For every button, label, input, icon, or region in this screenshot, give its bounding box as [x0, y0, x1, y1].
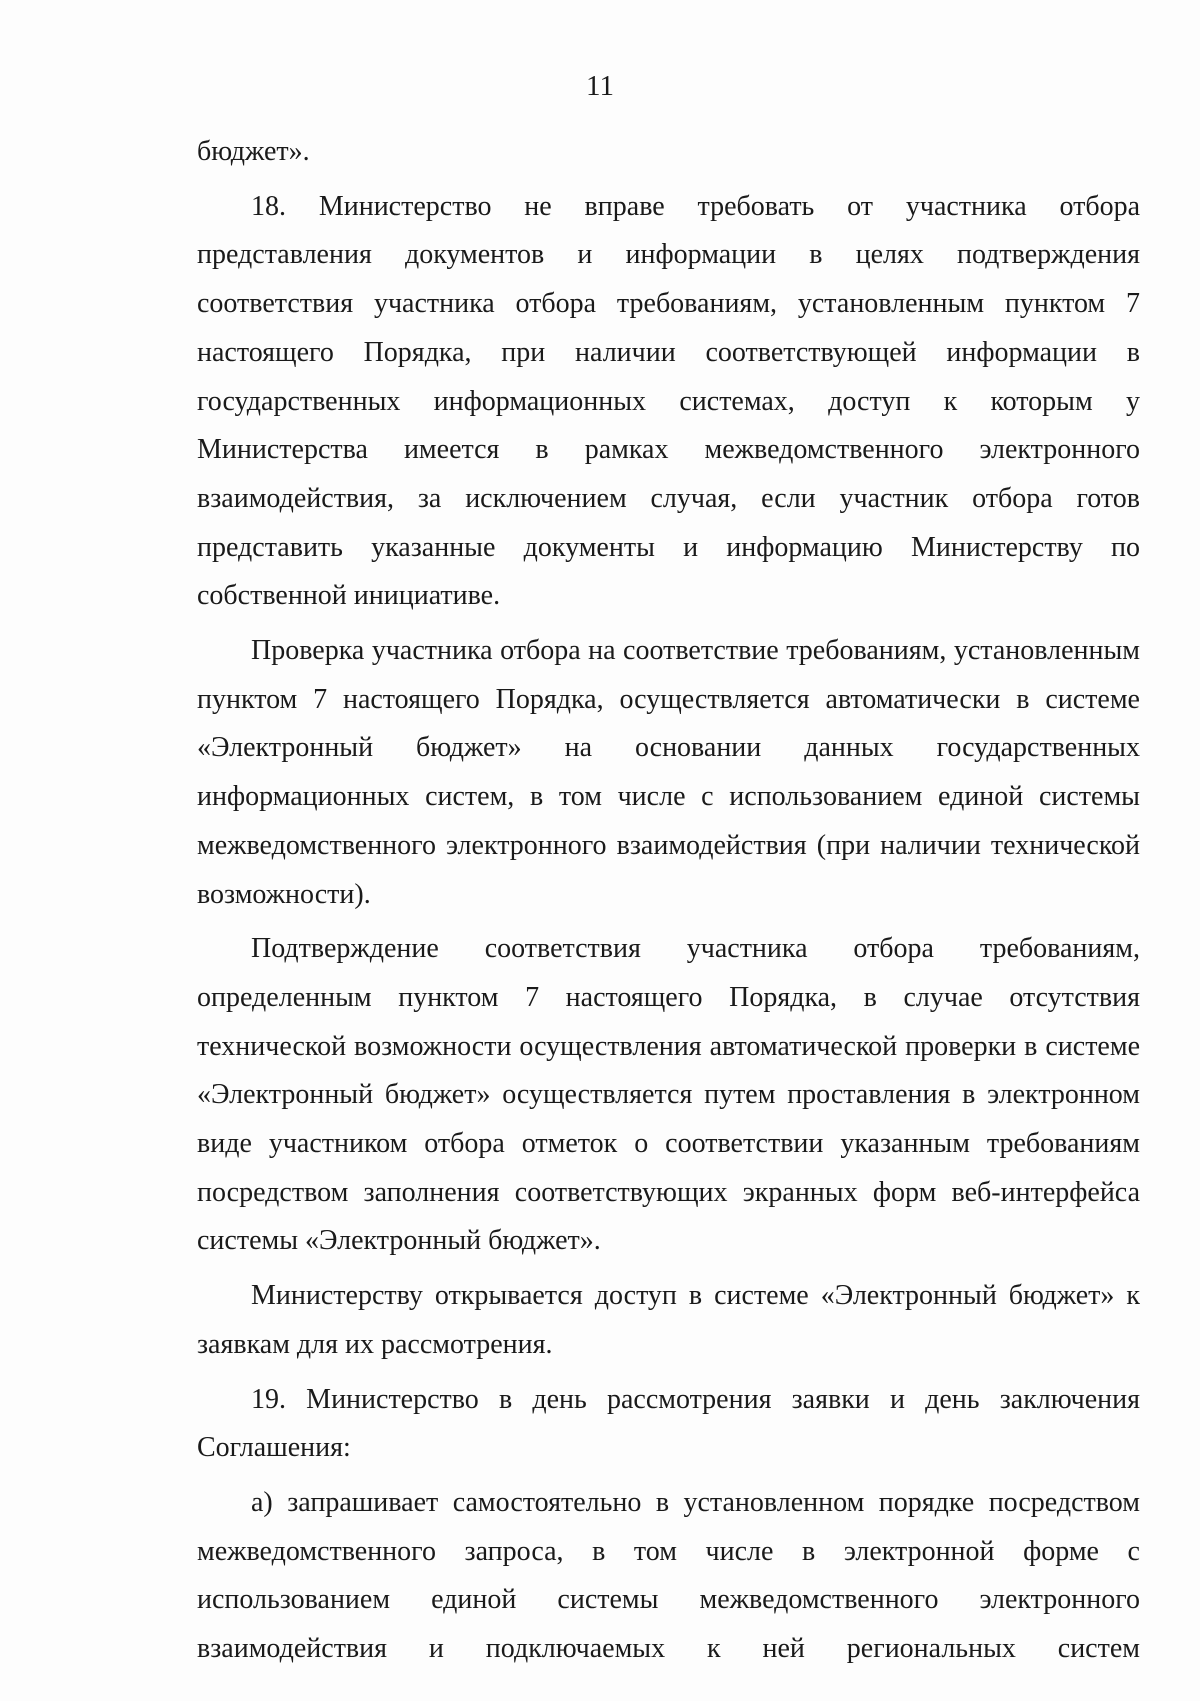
paragraph-continuation: бюджет». [197, 136, 310, 167]
paragraph-access: Министерству открывается доступ в системе «Электронный бюджет» к заявкам для их рассмотрения. [197, 1280, 1140, 1360]
document-body [197, 128, 1140, 1674]
paragraph-item-18: 18. Министерство не вправе требовать от участника отбора представления документов и информации в целях подтверждения соответствия участника отбора требованиям, установленным пунктом 7 настоящего Порядка, при наличии соответствующей информации в государственных информационных системах, доступ к которым у Министерства имеется в рамках межведомственного электронного взаимодействия, за исключением случая, если участник отбора готов представить указанные документы и информацию Министерству по собственной инициативе. [197, 190, 1140, 612]
paragraph-item-19-a: а) запрашивает самостоятельно в установленном порядке посредством межведомственного запроса, в том числе в электронной форме с использованием единой системы межведомственного электронного взаимодействия и подключаемых к ней региональных систем [197, 1486, 1140, 1665]
paragraph-verification: Проверка участника отбора на соответствие требованиям, установленным пунктом 7 настоящего Порядка, осуществляется автоматически в системе «Электронный бюджет» на основании данных государственных информационных систем, в том числе с использованием единой системы межведомственного электронного взаимодействия (при наличии технической возможности). [197, 635, 1140, 910]
paragraph-item-19: 19. Министерство в день рассмотрения заявки и день заключения Соглашения: [197, 1383, 1140, 1464]
paragraph-confirmation: Подтверждение соответствия участника отбора требованиям, определенным пунктом 7 настоящего Порядка, в случае отсутствия технической возможности осуществления автоматической проверки в системе «Электронный бюджет» осуществляется путем проставления в электронном виде участником отбора отметок о соответствии указанным требованиям посредством заполнения соответствующих экранных форм веб-интерфейса системы «Электронный бюджет». [197, 933, 1140, 1257]
page-number: 11 [586, 70, 614, 102]
